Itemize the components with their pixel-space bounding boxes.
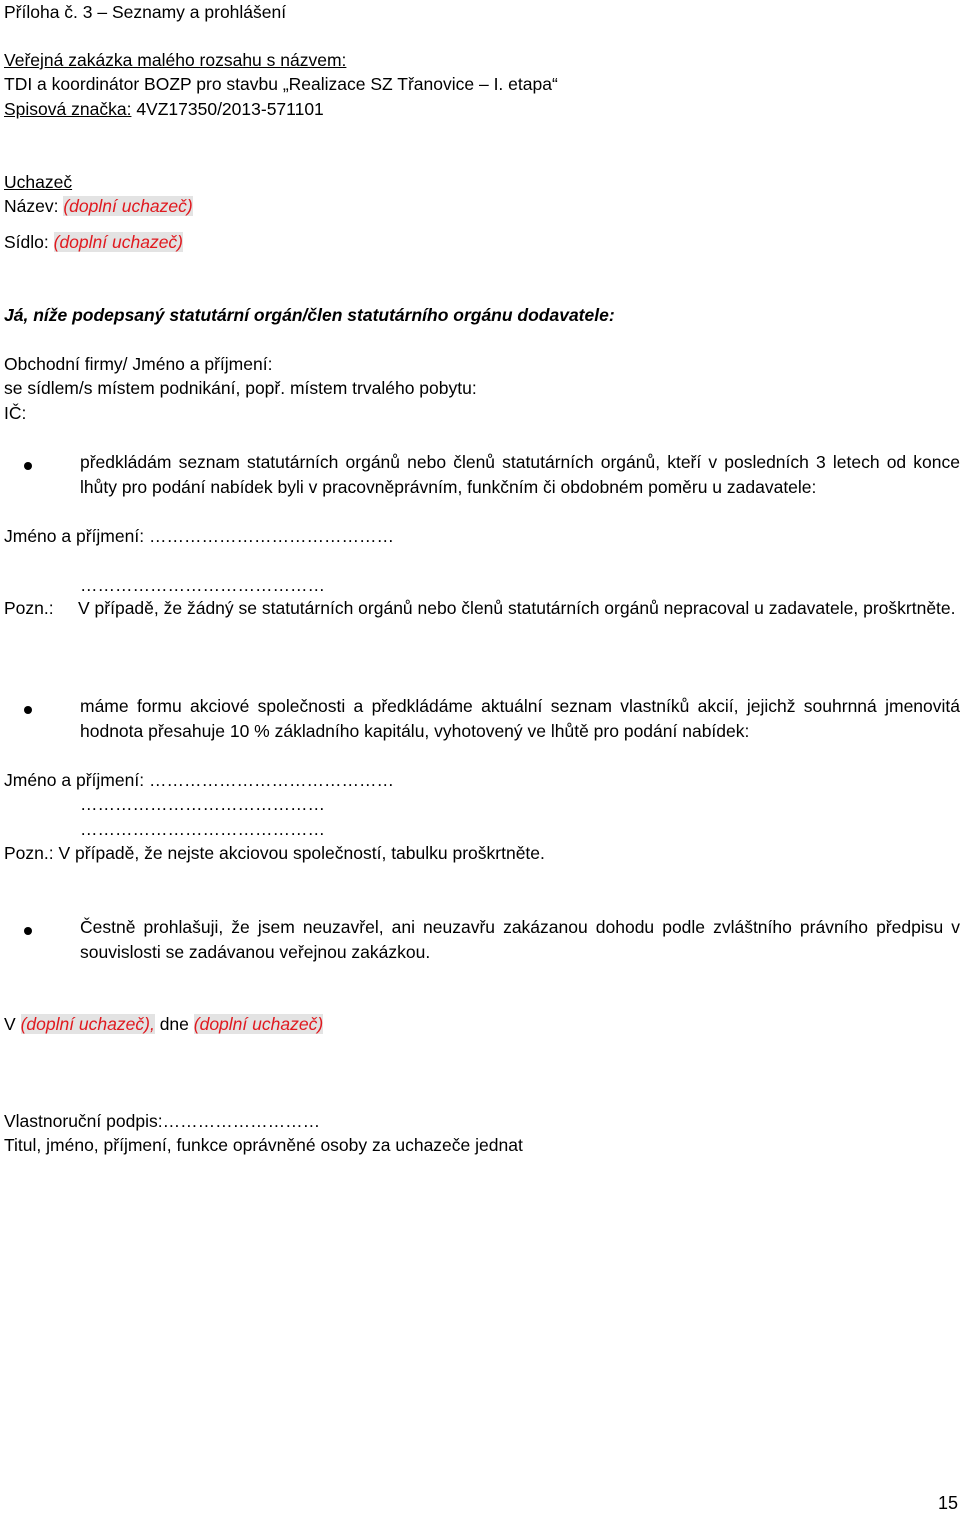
item1-dots-line: …………………………………… — [80, 575, 325, 595]
item1-name-line — [4, 524, 394, 548]
item2-dots-line: …………………………………… — [80, 794, 325, 814]
applicant-seat-field[interactable]: (doplní uchazeč) — [53, 232, 184, 252]
item1-text: předkládám seznam statutárních orgánů nebo členů statutárních orgánů, kteří v posledních 3 letech od konce lhůty pro podání nabídek byli v pracovněprávním, funkčním či obdobném poměru u zadavatele: — [80, 452, 960, 497]
item2-name-label: Jméno a příjmení: — [4, 770, 145, 790]
item2-note-text: V případě, že nejste akciovou společností, tabulku proškrtněte. — [58, 843, 545, 863]
file-label: Spisová značka: — [4, 99, 132, 119]
tender-label: Veřejná zakázka malého rozsahu s názvem: — [4, 50, 347, 70]
item1-name-label: Jméno a příjmení: — [4, 526, 145, 546]
item2-text: máme formu akciové společnosti a předkládáme aktuální seznam vlastníků akcií, jejichž souhrnná jmenovitá hodnota přesahuje 10 % základního kapitálu, vyhotovený ve lhůtě pro podání nabídek: — [80, 696, 960, 741]
page-number: 15 — [937, 1493, 958, 1513]
signature-line — [4, 1109, 320, 1133]
bullet-icon — [24, 706, 32, 714]
applicant-name-field[interactable]: (doplní uchazeč) — [63, 196, 193, 216]
place-date-line — [4, 1012, 323, 1036]
appendix-title: Příloha č. 3 – Seznamy a prohlášení — [4, 2, 287, 22]
signature-dots: ……………………… — [162, 1111, 321, 1131]
item3-text: Čestně prohlašuji, že jsem neuzavřel, ani neuzavřu zakázanou dohodu podle zvláštního právního předpisu v souvislosti se zadávanou veřejnou zakázkou. — [80, 917, 960, 962]
place-prefix: V — [4, 1014, 16, 1034]
date-field[interactable]: (doplní uchazeč) — [193, 1014, 324, 1034]
tender-name: TDI a koordinátor BOZP pro stavbu „Realizace SZ Třanovice – I. etapa“ — [4, 74, 558, 94]
applicant-section-label: Uchazeč — [4, 172, 73, 192]
item2-dots: …………………………………… — [148, 770, 394, 790]
item2-note-label: Pozn.: — [4, 843, 54, 863]
applicant-seat-label: Sídlo: — [4, 232, 49, 252]
declaration-company-line: Obchodní firmy/ Jméno a příjmení: — [4, 354, 273, 374]
item2-name-line — [4, 768, 394, 792]
item1-note — [4, 596, 960, 621]
item1-note-label: Pozn.: — [4, 598, 54, 618]
bullet-icon — [24, 927, 32, 935]
applicant-name-label: Název: — [4, 196, 59, 216]
file-number-line — [4, 97, 324, 121]
item1-note-text: V případě, že žádný se statutárních orgánů nebo členů statutárních orgánů nepracoval u zadavatele, proškrtněte. — [78, 598, 956, 618]
declaration-id-line: IČ: — [4, 403, 27, 423]
item2-note — [4, 841, 545, 865]
signature-label: Vlastnoruční podpis: — [4, 1111, 163, 1131]
item1-dots: …………………………………… — [148, 526, 394, 546]
declaration-seat-line: se sídlem/s místem podnikání, popř. místem trvalého pobytu: — [4, 378, 477, 398]
date-label: dne — [159, 1014, 189, 1034]
item2-dots-line: …………………………………… — [80, 819, 325, 839]
bullet-icon — [24, 462, 32, 470]
signature-caption: Titul, jméno, příjmení, funkce oprávněné osoby za uchazeče jednat — [4, 1135, 523, 1155]
declaration-intro: Já, níže podepsaný statutární orgán/člen statutárního orgánu dodavatele: — [4, 305, 615, 325]
applicant-seat-line — [4, 230, 183, 254]
applicant-name-line — [4, 194, 193, 218]
file-number: 4VZ17350/2013-571101 — [136, 99, 324, 119]
place-field[interactable]: (doplní uchazeč), — [20, 1014, 155, 1034]
